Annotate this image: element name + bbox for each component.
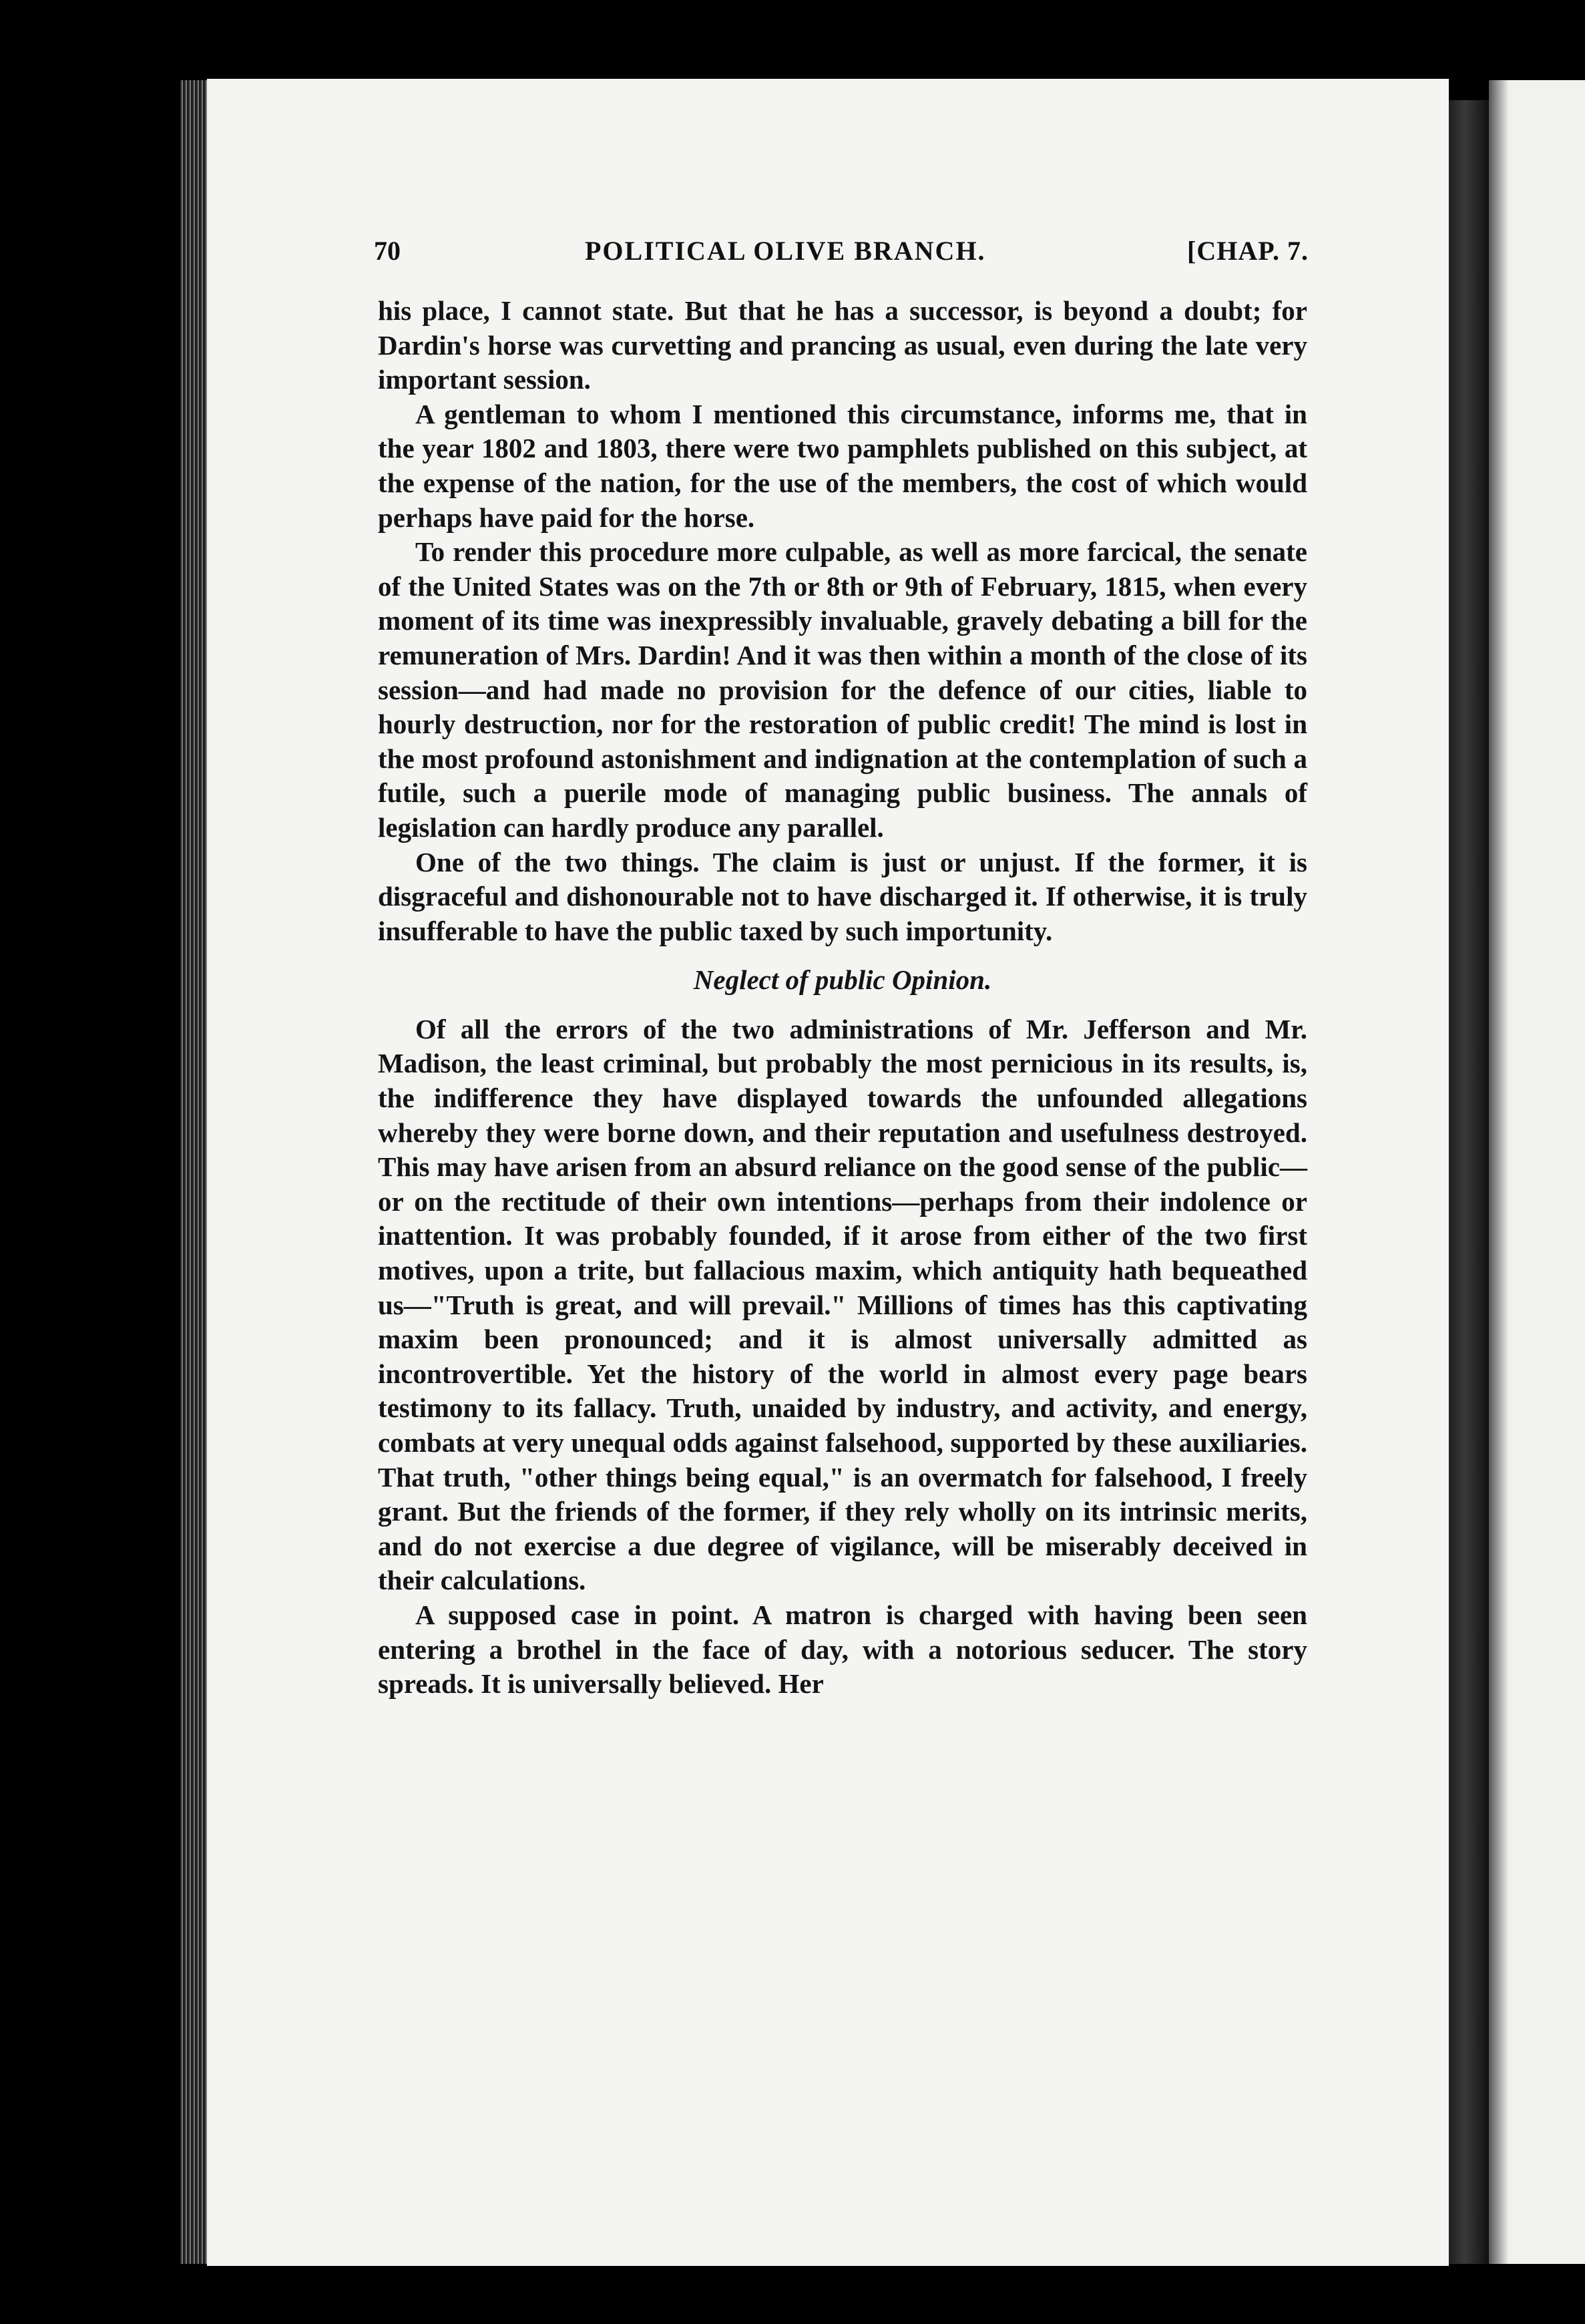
page-number: 70 [374,236,401,266]
paragraph: Of all the errors of the two administrations of Mr. Jefferson and Mr. Madison, the least criminal, but probably the most pernicious in its results, is, the indifference they have displayed towards the unfounded allegations whereby they were borne down, and their reputation and usefulness destroyed. This may have arisen from an absurd reliance on the good sense of the public—or on the rectitude of their own intentions—perhaps from their indolence or inattention. It was probably founded, if it arose from either of the two first motives, upon a trite, but fallacious maxim, which antiquity hath bequeathed us—"Truth is great, and will prevail." Millions of times has this captivating maxim been pronounced; and it is almost universally admitted as incontrovertible. Yet the history of the world in almost every page bears testimony to its fallacy. Truth, unaided by industry, and activity, and energy, combats at very unequal odds against falsehood, supported by these auxiliaries. That truth, "other things being equal," is an overmatch for falsehood, I freely grant. But the friends of the former, if they rely wholly on its intrinsic merits, and do not exercise a due degree of vigilance, will be miserably deceived in their calculations. [378,1013,1307,1596]
paragraph: his place, I cannot state. But that he has a successor, is beyond a doubt; for Dardin's horse was curvetting and prancing as usual, even during the late very important session. [378,295,1307,395]
paragraph: A supposed case in point. A matron is charged with having been seen entering a brothel in the face of day, with a notorious seducer. The story spreads. It is universally believed. Her [378,1599,1307,1700]
paragraph: A gentleman to whom I mentioned this circumstance, informs me, that in the year 1802 and 1803, there were two pamphlets published on this subject, at the expense of the nation, for the use of the members, the cost of which would perhaps have paid for the horse. [378,398,1307,533]
facing-page-shadow [1489,80,1509,2264]
paragraph: To render this procedure more culpable, as well as more farcical, the senate of the United States was on the 7th or 8th or 9th of February, 1815, when every moment of its time was inexpressibly invaluable, gravely debating a bill for the remuneration of Mrs. Dardin! And it was then within a month of the close of its session—and had made no provision for the defence of our cities, liable to hourly destruction, nor for the restoration of public credit! The mind is lost in the most profound astonishment and indignation at the contemplation of such a futile, such a puerile mode of managing public business. The annals of legislation can hardly produce any parallel. [378,536,1307,843]
page-body [378,294,1307,1702]
section-heading: Neglect of public Opinion. [693,964,992,996]
paragraph: One of the two things. The claim is just or unjust. If the former, it is disgraceful and dishonourable not to have discharged it. If otherwise, it is truly insufferable to have the public taxed by such importunity. [378,846,1307,946]
binding-gutter [1449,100,1489,2264]
running-title: POLITICAL OLIVE BRANCH. [585,236,986,266]
chapter-label: [CHAP. 7. [1187,236,1309,266]
left-page-edges [180,80,207,2264]
running-header [374,235,1309,268]
